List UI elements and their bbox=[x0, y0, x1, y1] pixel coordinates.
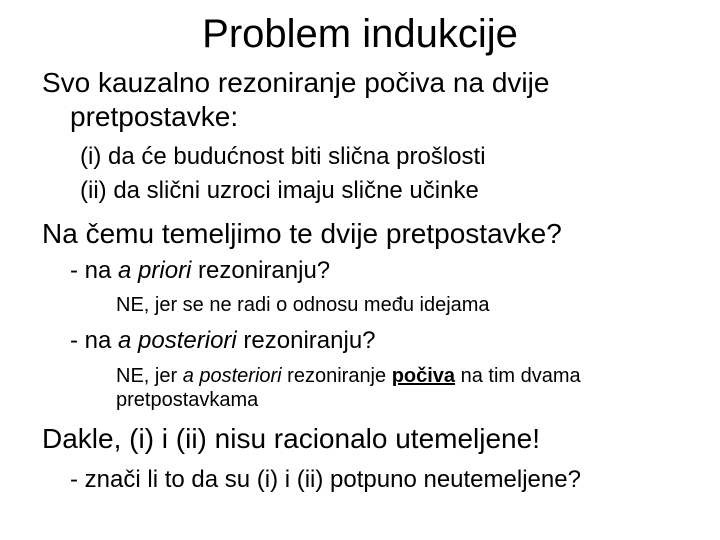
answer-italic: a posteriori bbox=[182, 365, 282, 387]
sub-question-prefix: - na bbox=[70, 327, 119, 354]
sub-question-italic: a posteriori bbox=[118, 327, 237, 354]
answer-middle: rezoniranje bbox=[281, 365, 392, 387]
paragraph-line: Svo kauzalno rezoniranje počiva na dvije bbox=[42, 67, 550, 98]
conclusion-heading: Dakle, (i) i (ii) nisu racionalo utemeljene! bbox=[42, 423, 540, 454]
answer-line-continued: pretpostavkama bbox=[116, 389, 259, 411]
paragraph-line: pretpostavke: bbox=[70, 101, 239, 132]
answer-emphasis: počiva bbox=[391, 365, 456, 387]
sub-question-suffix: rezoniranju? bbox=[236, 327, 376, 354]
list-item: (i) da će budućnost biti slična prošlosti bbox=[80, 143, 486, 170]
answer-line: NE, jer se ne radi o odnosu među idejama bbox=[116, 294, 490, 316]
answer-suffix: na tim dvama bbox=[455, 365, 581, 387]
sub-question-suffix: rezoniranju? bbox=[191, 257, 331, 284]
question-heading: Na čemu temeljimo te dvije pretpostavke? bbox=[42, 218, 562, 249]
sub-question: - znači li to da su (i) i (ii) potpuno neutemeljene? bbox=[70, 466, 581, 493]
list-item: (ii) da slični uzroci imaju slične učinke bbox=[80, 177, 479, 204]
answer-line bbox=[116, 364, 581, 388]
answer-prefix: NE, jer bbox=[116, 365, 183, 387]
slide-title: Problem indukcije bbox=[202, 12, 518, 56]
sub-question-prefix: - na bbox=[70, 257, 119, 284]
sub-question bbox=[70, 257, 330, 285]
sub-question bbox=[70, 327, 376, 355]
sub-question-italic: a priori bbox=[118, 257, 192, 284]
